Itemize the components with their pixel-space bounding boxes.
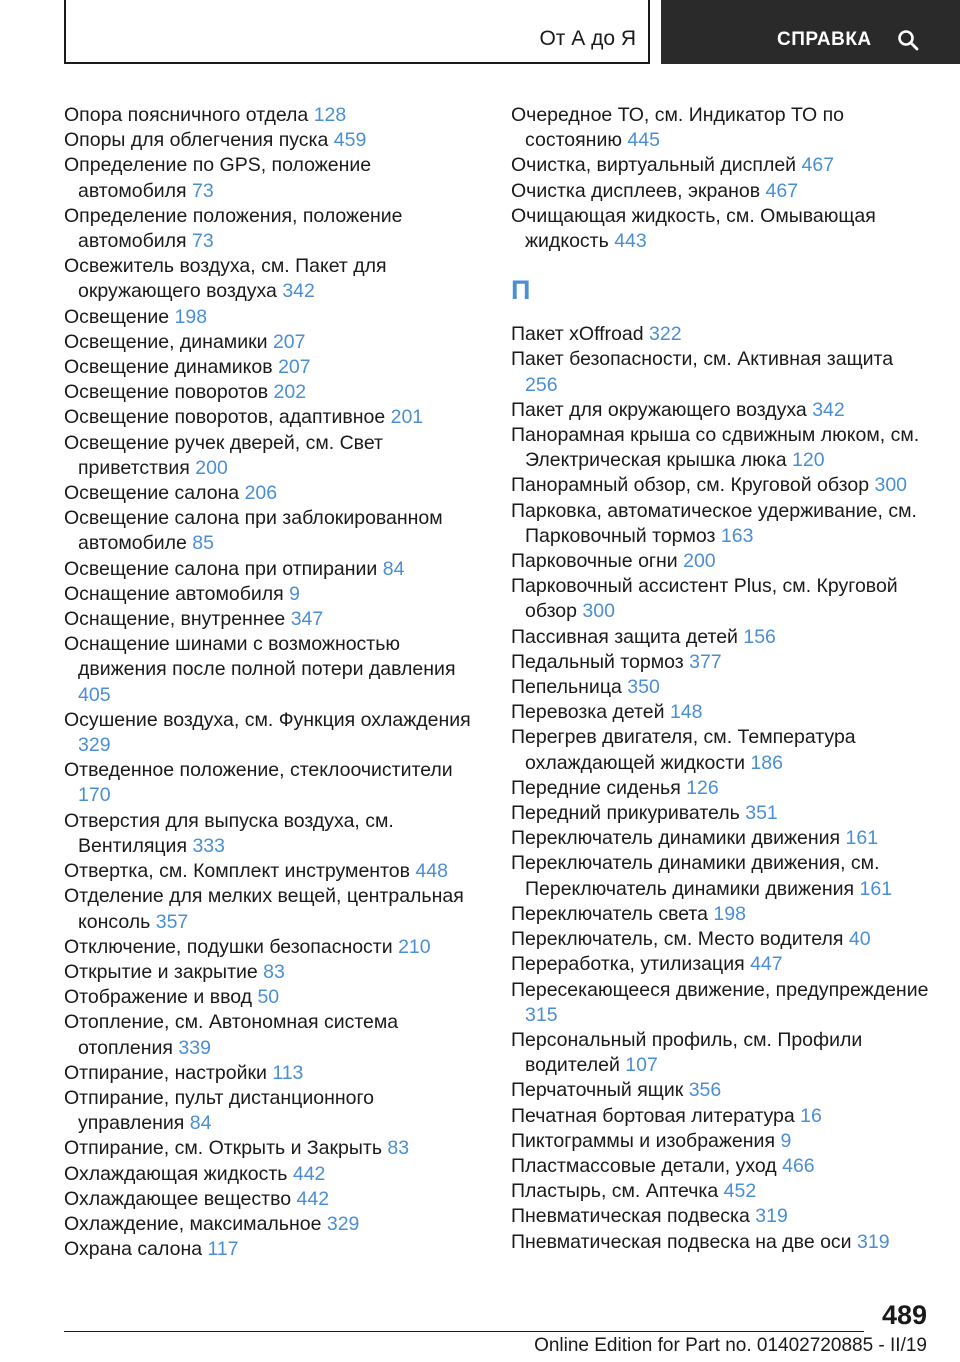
index-entry-text: Пневматическая подвеска	[511, 1205, 750, 1228]
index-entry-page-link[interactable]: 163	[720, 524, 754, 547]
index-entry	[511, 927, 931, 952]
index-entry-text: Очистка дисплеев, экранов	[511, 179, 761, 202]
index-entry-page-link[interactable]: 329	[78, 734, 111, 757]
index-column-right	[511, 103, 931, 1255]
section-letter: П	[511, 275, 531, 306]
index-entry-page-link[interactable]: 84	[382, 557, 405, 580]
index-entry-text: Определение положения, положение автомобиля	[64, 204, 403, 253]
index-entry	[64, 1061, 484, 1086]
index-entry-page-link[interactable]: 256	[525, 373, 558, 396]
index-entry	[64, 204, 484, 254]
index-entry	[64, 506, 484, 556]
index-entry-page-link[interactable]: 170	[78, 784, 111, 807]
index-entry-text: Освещение ручек дверей, см. Свет приветствия	[64, 431, 383, 479]
footer-text: Online Edition for Part no. 01402720885 - II/19	[534, 1335, 927, 1356]
index-entry-text: Оснащение шинами с возможностью движения после полной потери давления	[64, 633, 456, 681]
index-entry	[64, 1136, 484, 1161]
index-entry	[511, 725, 931, 775]
index-entry-page-link[interactable]: 467	[801, 154, 835, 177]
index-entry-page-link[interactable]: 448	[415, 860, 448, 883]
tab-a-to-z-label: От А до Я	[539, 27, 636, 50]
index-entry	[511, 347, 931, 397]
index-entry-text: Отпирание, настройки	[64, 1061, 267, 1084]
index-entry-text: Переключатель света	[511, 902, 708, 925]
index-entry-page-link[interactable]: 350	[627, 676, 660, 699]
index-entry	[64, 884, 484, 934]
index-entry-text: Очередное ТО, см. Индикатор ТО по состоянию	[511, 104, 844, 152]
index-entry	[64, 330, 484, 355]
index-entry	[64, 1086, 484, 1136]
index-entry-page-link[interactable]: 84	[189, 1112, 212, 1135]
index-entry-text: Переключатель, см. Место водителя	[511, 928, 844, 951]
index-entry-text: Отверстия для выпуска воздуха, см. Вентиляция	[64, 809, 394, 857]
index-entry-text: Парковочные огни	[511, 550, 678, 573]
index-entry	[511, 1230, 931, 1255]
index-entry	[64, 1162, 484, 1187]
index-entry	[511, 700, 931, 725]
index-entry	[511, 1179, 931, 1204]
index-entry-page-link[interactable]: 16	[800, 1104, 822, 1127]
index-entry-text: Пакет безопасности, см. Активная защита	[511, 348, 894, 371]
index-entry-text: Перчаточный ящик	[511, 1079, 684, 1102]
index-entry-page-link[interactable]: 300	[582, 600, 615, 623]
index-entry	[511, 826, 931, 851]
index-entry-page-link[interactable]: 447	[750, 953, 783, 976]
index-entry	[64, 960, 484, 985]
index-entry-text: Опоры для облегчения пуска	[64, 129, 329, 152]
index-entry-text: Передний прикуриватель	[511, 802, 740, 825]
index-entry-text: Оснащение, внутреннее	[64, 608, 286, 631]
index-entry	[511, 1028, 931, 1078]
index-entry-text: Передние сиденья	[511, 776, 681, 799]
index-entry	[64, 1187, 484, 1212]
index-entry-page-link[interactable]: 73	[192, 179, 214, 202]
index-entry	[64, 380, 484, 405]
index-entry-text: Пиктограммы и изображения	[511, 1129, 776, 1152]
page-number: 489	[881, 1300, 927, 1330]
index-entry	[511, 398, 931, 423]
index-entry	[511, 902, 931, 927]
index-entry-page-link[interactable]: 333	[192, 834, 225, 857]
index-entry	[511, 851, 931, 901]
index-entry	[64, 758, 484, 808]
index-entry-page-link[interactable]: 50	[257, 986, 280, 1009]
index-entry-page-link[interactable]: 202	[273, 381, 307, 404]
index-entry-page-link[interactable]: 83	[263, 960, 285, 983]
index-entry-page-link[interactable]: 377	[689, 650, 722, 673]
index-entry	[511, 978, 931, 1028]
index-entry	[64, 708, 484, 758]
index-entry-text: Освещение поворотов, адаптивное	[64, 406, 386, 429]
index-entry	[511, 153, 931, 178]
index-entry-page-link[interactable]: 443	[614, 230, 647, 253]
index-entry-text: Охрана салона	[64, 1238, 203, 1261]
tab-a-to-z[interactable]	[64, 0, 650, 64]
index-entry	[64, 481, 484, 506]
index-entry	[511, 675, 931, 700]
index-entry	[511, 423, 931, 473]
index-entry-page-link[interactable]: 357	[155, 910, 189, 933]
index-entry-text: Пакет xOffroad	[511, 323, 644, 346]
index-entry-text: Педальный тормоз	[511, 650, 684, 673]
index-entry-text: Перевозка детей	[511, 701, 665, 724]
index-entry-page-link[interactable]: 198	[713, 902, 746, 925]
index-entry-text: Освещение салона при заблокированном автомобиле	[64, 507, 443, 555]
index-entry	[64, 128, 484, 153]
index-entry-text: Освещение салона при отпирании	[64, 557, 378, 580]
index-entry-page-link[interactable]: 9	[780, 1129, 792, 1152]
index-entry	[511, 625, 931, 650]
index-entry-text: Освещение	[64, 305, 170, 328]
index-entry-text: Пассивная защита детей	[511, 625, 738, 648]
index-entry	[64, 1010, 484, 1060]
index-entry-text: Отвертка, см. Комплект инструментов	[64, 860, 410, 883]
index-entry-page-link[interactable]: 201	[390, 406, 424, 429]
index-entry-page-link[interactable]: 452	[723, 1180, 757, 1203]
index-entry-page-link[interactable]: 40	[848, 928, 871, 951]
tab-help[interactable]	[661, 0, 960, 64]
index-entry-text: Переключатель динамики движения	[511, 827, 841, 850]
index-entry-page-link[interactable]: 405	[78, 683, 111, 706]
index-entry	[511, 322, 931, 347]
index-entry	[511, 103, 931, 153]
index-entry-page-link[interactable]: 466	[782, 1154, 815, 1177]
index-entry-page-link[interactable]: 351	[745, 802, 778, 825]
index-entry-text: Отпирание, см. Открыть и Закрыть	[64, 1137, 382, 1160]
index-entry-text: Печатная бортовая литература	[511, 1104, 795, 1127]
index-entry-page-link[interactable]: 442	[292, 1162, 326, 1185]
index-entry-text: Отключение, подушки безопасности	[64, 935, 393, 958]
index-entry	[64, 405, 484, 430]
index-entry-page-link[interactable]: 113	[272, 1061, 304, 1084]
index-entry	[64, 632, 484, 708]
index-entry	[511, 204, 931, 254]
index-entry	[64, 305, 484, 330]
index-entry-text: Панорамный обзор, см. Круговой обзор	[511, 474, 870, 497]
index-entry-page-link[interactable]: 210	[398, 935, 431, 958]
index-entry-page-link[interactable]: 128	[313, 104, 347, 126]
index-group-o-continued	[511, 103, 931, 254]
index-entry	[511, 1078, 931, 1103]
index-entry	[511, 473, 931, 498]
index-entry-page-link[interactable]: 329	[326, 1212, 360, 1235]
index-entry-text: Пластмассовые детали, уход	[511, 1154, 777, 1177]
index-entry-text: Очищающая жидкость, см. Омывающая жидкость	[511, 204, 876, 253]
index-entry-text: Отделение для мелких вещей, центральная консоль	[64, 885, 464, 933]
index-entry-text: Парковка, автоматическое удерживание, см. Парковочный тормоз	[511, 499, 917, 547]
index-entry-page-link[interactable]: 445	[627, 129, 660, 152]
index-entry	[511, 179, 931, 204]
index-entry-text: Охлаждающая жидкость	[64, 1162, 288, 1185]
index-entry	[64, 935, 484, 960]
index-entry-text: Панорамная крыша со сдвижным люком, см. Электрическая крышка люка	[511, 424, 920, 472]
index-entry	[511, 776, 931, 801]
index-entry-text: Открытие и закрытие	[64, 960, 258, 983]
index-entry-page-link[interactable]: 161	[859, 877, 893, 900]
index-entry-page-link[interactable]: 319	[755, 1205, 788, 1228]
index-entry-text: Освежитель воздуха, см. Пакет для окружающего воздуха	[64, 255, 387, 303]
index-group-p	[511, 322, 931, 1255]
index-entry-page-link[interactable]: 126	[686, 776, 719, 799]
index-entry-text: Охлаждение, максимальное	[64, 1212, 322, 1235]
index-entry-page-link[interactable]: 120	[792, 449, 825, 472]
index-entry-page-link[interactable]: 347	[290, 608, 324, 631]
index-entry-text: Освещение динамиков	[64, 356, 273, 379]
tab-help-label: СПРАВКА	[777, 29, 872, 50]
index-entry-page-link[interactable]: 83	[387, 1137, 410, 1160]
index-entry-text: Переработка, утилизация	[511, 953, 745, 976]
index-entry-page-link[interactable]: 300	[874, 474, 908, 497]
index-entry	[511, 549, 931, 574]
index-entry	[511, 1154, 931, 1179]
index-entry-text: Переключатель динамики движения, см. Переключатель динамики движения	[511, 852, 880, 900]
index-entry-page-link[interactable]: 207	[272, 330, 306, 353]
index-entry-text: Определение по GPS, положение автомобиля	[64, 154, 372, 202]
index-entry-text: Отведенное положение, стеклоочистители	[64, 759, 453, 782]
index-entry-page-link[interactable]: 198	[174, 305, 208, 328]
index-entry	[64, 254, 484, 304]
index-entry	[511, 1104, 931, 1129]
index-entry-page-link[interactable]: 319	[857, 1230, 890, 1253]
index-entry-page-link[interactable]: 342	[282, 280, 315, 303]
index-entry	[511, 1204, 931, 1229]
index-entry-text: Отображение и ввод	[64, 986, 253, 1009]
index-entry-text: Освещение поворотов	[64, 381, 269, 404]
index-entry	[64, 355, 484, 380]
index-entry-text: Осушение воздуха, см. Функция охлаждения	[64, 708, 471, 731]
index-entry-text: Персональный профиль, см. Профили водителей	[511, 1028, 863, 1077]
index-entry-page-link[interactable]: 315	[525, 1003, 558, 1026]
index-entry	[64, 1212, 484, 1237]
index-entry	[511, 650, 931, 675]
index-entry	[511, 574, 931, 624]
index-entry	[64, 557, 484, 582]
index-entry-page-link[interactable]: 200	[195, 456, 228, 479]
index-entry-text: Очистка, виртуальный дисплей	[511, 154, 797, 177]
index-entry	[64, 103, 484, 128]
index-entry	[64, 607, 484, 632]
index-entry-text: Пепельница	[511, 676, 622, 699]
index-entry-page-link[interactable]: 186	[750, 751, 783, 774]
index-entry	[64, 431, 484, 481]
footer-divider	[64, 1331, 864, 1332]
index-entry-page-link[interactable]: 161	[845, 827, 879, 850]
index-entry-page-link[interactable]: 206	[244, 482, 278, 505]
index-entry-page-link[interactable]: 467	[765, 179, 799, 202]
index-entry-text: Отпирание, пульт дистанционного управления	[64, 1086, 374, 1135]
index-entry-page-link[interactable]: 9	[289, 582, 300, 605]
index-entry-text: Пневматическая подвеска на две оси	[511, 1230, 852, 1253]
index-entry-page-link[interactable]: 459	[333, 129, 367, 152]
index-entry-text: Перегрев двигателя, см. Температура охлаждающей жидкости	[511, 726, 856, 774]
index-entry-page-link[interactable]: 322	[649, 323, 682, 346]
index-entry-page-link[interactable]: 342	[812, 398, 845, 421]
index-entry	[64, 1237, 484, 1262]
index-entry	[511, 952, 931, 977]
index-entry-page-link[interactable]: 117	[207, 1238, 239, 1261]
index-entry-page-link[interactable]: 107	[625, 1054, 658, 1077]
index-entry-text: Отопление, см. Автономная система отопления	[64, 1011, 399, 1059]
index-entry	[64, 582, 484, 607]
index-entry-text: Освещение, динамики	[64, 330, 268, 353]
index-entry-page-link[interactable]: 339	[178, 1036, 211, 1059]
index-entry-page-link[interactable]: 85	[192, 532, 214, 555]
index-entry-page-link[interactable]: 200	[683, 550, 716, 573]
index-entry-text: Охлаждающее вещество	[64, 1187, 292, 1210]
index-entry-text: Опора поясничного отдела	[64, 104, 309, 126]
index-entry-text: Пакет для окружающего воздуха	[511, 398, 807, 421]
index-entry-text: Пересекающееся движение, предупреждение	[511, 978, 929, 1001]
index-entry	[511, 1129, 931, 1154]
index-entry-page-link[interactable]: 148	[669, 701, 703, 724]
index-entry-text: Освещение салона	[64, 482, 240, 505]
index-entry	[64, 985, 484, 1010]
index-entry	[511, 499, 931, 549]
index-entry	[64, 153, 484, 203]
index-entry	[64, 859, 484, 884]
index-entry-page-link[interactable]: 442	[296, 1187, 330, 1210]
index-column-left	[64, 103, 484, 1262]
header	[0, 0, 960, 66]
index-entry-page-link[interactable]: 156	[743, 625, 776, 648]
index-entry-text: Оснащение автомобиля	[64, 582, 284, 605]
index-entry-page-link[interactable]: 356	[688, 1079, 722, 1102]
index-entry	[511, 801, 931, 826]
index-entry-page-link[interactable]: 73	[192, 230, 214, 253]
index-entry-text: Пластырь, см. Аптечка	[511, 1180, 719, 1203]
index-entry-text: Парковочный ассистент Plus, см. Круговой обзор	[511, 575, 898, 623]
index-entry	[64, 809, 484, 859]
index-entry-page-link[interactable]: 207	[278, 356, 311, 379]
search-icon[interactable]	[897, 29, 919, 51]
